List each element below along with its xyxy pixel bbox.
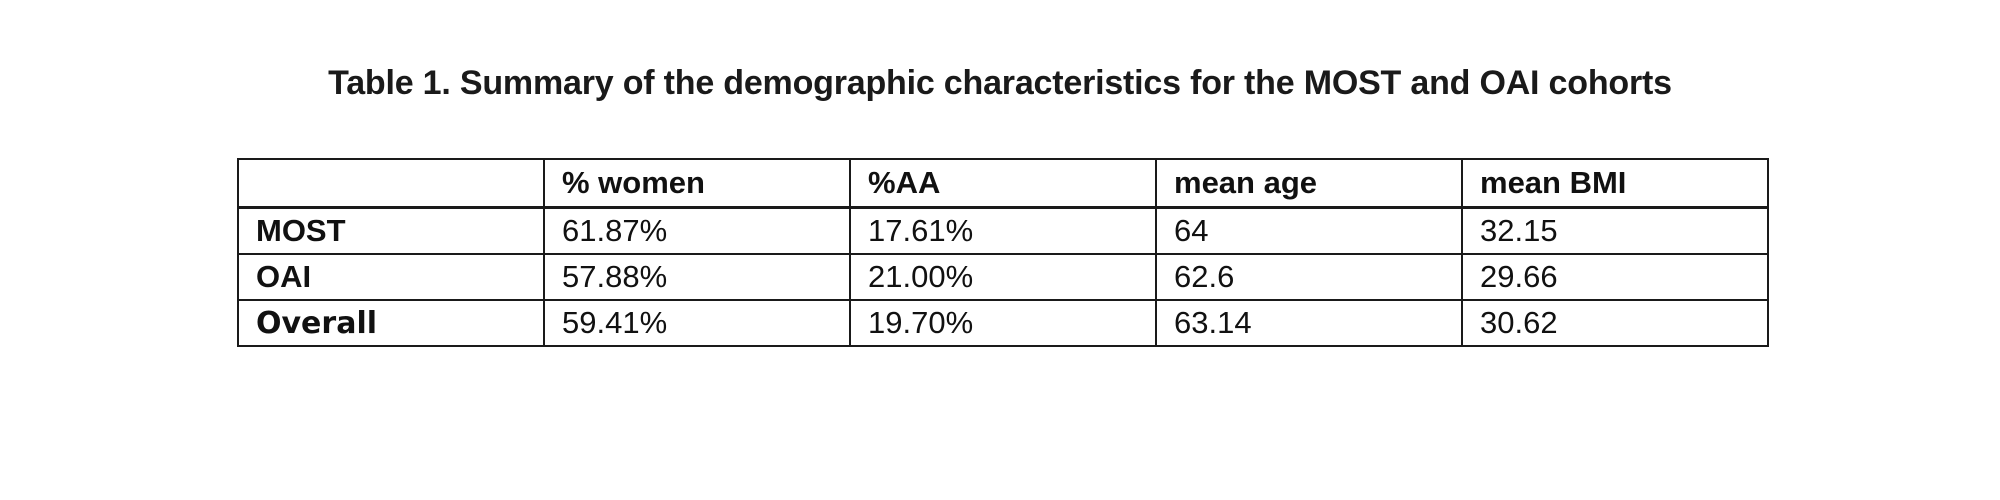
table-row [238, 208, 1768, 255]
cell-overall-mean-bmi: 30.62 [1462, 300, 1768, 346]
cell-oai-mean-age: 62.6 [1156, 254, 1462, 300]
cell-oai-mean-bmi: 29.66 [1462, 254, 1768, 300]
cell-most-mean-bmi: 32.15 [1462, 208, 1768, 255]
demographics-table [237, 158, 1769, 347]
column-header-blank [238, 159, 544, 208]
table-caption: Table 1. Summary of the demographic characteristics for the MOST and OAI cohorts [328, 64, 1672, 102]
table-header-row [238, 159, 1768, 208]
table-row [238, 300, 1768, 346]
column-header-women: % women [544, 159, 850, 208]
cell-most-women: 61.87% [544, 208, 850, 255]
cell-overall-aa: 19.70% [850, 300, 1156, 346]
row-label-most: MOST [238, 208, 544, 255]
cell-oai-women: 57.88% [544, 254, 850, 300]
column-header-mean-bmi: mean BMI [1462, 159, 1768, 208]
row-label-overall: Overall [238, 300, 544, 346]
row-label-oai: OAI [238, 254, 544, 300]
cell-overall-women: 59.41% [544, 300, 850, 346]
cell-most-aa: 17.61% [850, 208, 1156, 255]
cell-overall-mean-age: 63.14 [1156, 300, 1462, 346]
column-header-mean-age: mean age [1156, 159, 1462, 208]
cell-most-mean-age: 64 [1156, 208, 1462, 255]
cell-oai-aa: 21.00% [850, 254, 1156, 300]
table-row [238, 254, 1768, 300]
column-header-aa: %AA [850, 159, 1156, 208]
